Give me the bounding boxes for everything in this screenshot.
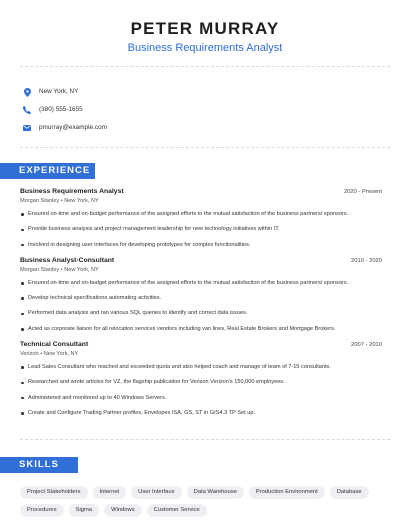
contact-phone xyxy=(22,101,382,119)
skills-heading: SKILLS xyxy=(0,457,78,473)
job-company: Morgan Stanley xyxy=(20,198,60,204)
job-company-line xyxy=(20,197,382,206)
job-dates: 2020 - Present xyxy=(343,189,382,195)
contact-location-text: New York, NY xyxy=(39,88,79,95)
job-bullet: Develop technical specifications automating activities. xyxy=(20,294,382,303)
separator-dot: • xyxy=(59,198,65,204)
job-bullet: Researched and wrote articles for VZ, the flagship publication for Verizon Verizon's 150,000 employees. xyxy=(20,378,382,387)
job-company-line xyxy=(20,266,382,275)
skill-chip: Sigma xyxy=(69,504,99,517)
experience-entry xyxy=(20,187,382,250)
experience-entry xyxy=(20,256,382,334)
skills-list xyxy=(20,486,390,517)
job-bullet: Create and Configure Trading Partner profiles, Envelopes ISA, GS, ST in GIS4.3 TP Set up. xyxy=(20,409,382,418)
job-dates: 2010 - 2020 xyxy=(351,257,382,264)
divider xyxy=(20,439,390,440)
contact-email xyxy=(22,119,382,137)
job-bullet: Ensured on-time and on-budget performance of the assigned efforts to the mutual satisfaction of the business partners/ sponsors. xyxy=(20,210,382,219)
experience-entry xyxy=(20,340,382,418)
experience-heading: EXPERIENCE xyxy=(0,163,95,179)
job-bullet: Performed data analysis and ran various SQL queries to identify and correct data issues. xyxy=(20,309,382,318)
skill-chip: Production Environment xyxy=(249,486,325,499)
job-title: Technical Consultant xyxy=(20,341,89,349)
job-bullet: Acted as corporate liaison for all relocation services vendors including van lines, Real Estate Brokers and Mortgage Brokers. xyxy=(20,325,382,334)
email-icon xyxy=(22,123,32,133)
job-bullet: Ensured on-time and on-budget performance of the assigned efforts to the mutual satisfaction of the business partners/ sponsors. xyxy=(20,279,382,288)
candidate-title: Business Requirements Analyst xyxy=(127,42,283,54)
separator-dot: • xyxy=(59,266,65,273)
skill-chip: Procedures xyxy=(20,504,64,517)
separator-dot: • xyxy=(38,351,44,358)
job-header xyxy=(20,187,382,197)
job-bullet: Administered and monitored up to 40 Windows Servers. xyxy=(20,394,382,403)
job-title: Business Analyst-Consultant xyxy=(20,256,115,264)
experience-list xyxy=(20,187,382,424)
job-company: Morgan Stanley xyxy=(20,266,60,273)
job-bullet: Lead Sales Consultant who reached and exceeded quota and also helped coach and manage of team of 7-15 consultants. xyxy=(20,363,382,372)
contact-phone-text: (380) 555-1655 xyxy=(39,106,83,113)
resume-header xyxy=(0,19,410,55)
skill-chip: Customer Service xyxy=(147,504,207,517)
job-bullets xyxy=(20,210,382,250)
divider xyxy=(20,66,390,67)
job-header xyxy=(20,340,382,350)
job-dates: 2007 - 2010 xyxy=(351,342,382,349)
skill-chip: Database xyxy=(330,486,369,499)
job-location: New York, NY xyxy=(43,351,79,358)
job-company-line xyxy=(20,350,382,359)
job-bullet: Involved in designing user interfaces for developing prototypes for complex functionalities. xyxy=(20,241,382,250)
job-company: Verizon xyxy=(20,351,39,358)
skill-chip: Data Warehouse xyxy=(187,486,244,499)
contact-list xyxy=(22,83,382,137)
skill-chip: User Interface xyxy=(131,486,181,499)
job-location: New York, NY xyxy=(64,266,99,273)
contact-location xyxy=(22,83,382,101)
candidate-name: PETER MURRAY xyxy=(130,19,280,38)
divider xyxy=(20,147,390,148)
job-location: New York, NY xyxy=(64,198,99,204)
job-header xyxy=(20,256,382,266)
job-title: Business Requirements Analyst xyxy=(20,188,124,195)
skill-chip: Windows xyxy=(104,504,142,517)
contact-email-text: pmurray@example.com xyxy=(39,124,107,131)
location-pin-icon xyxy=(22,87,32,97)
job-bullets xyxy=(20,363,382,418)
skill-chip: Internet xyxy=(93,486,127,499)
phone-icon xyxy=(22,105,32,115)
job-bullets xyxy=(20,279,382,334)
job-bullet: Provide business analysis and project management leadership for new technology initiatives within IT. xyxy=(20,225,382,234)
skill-chip: Project Stakeholders xyxy=(20,486,88,499)
